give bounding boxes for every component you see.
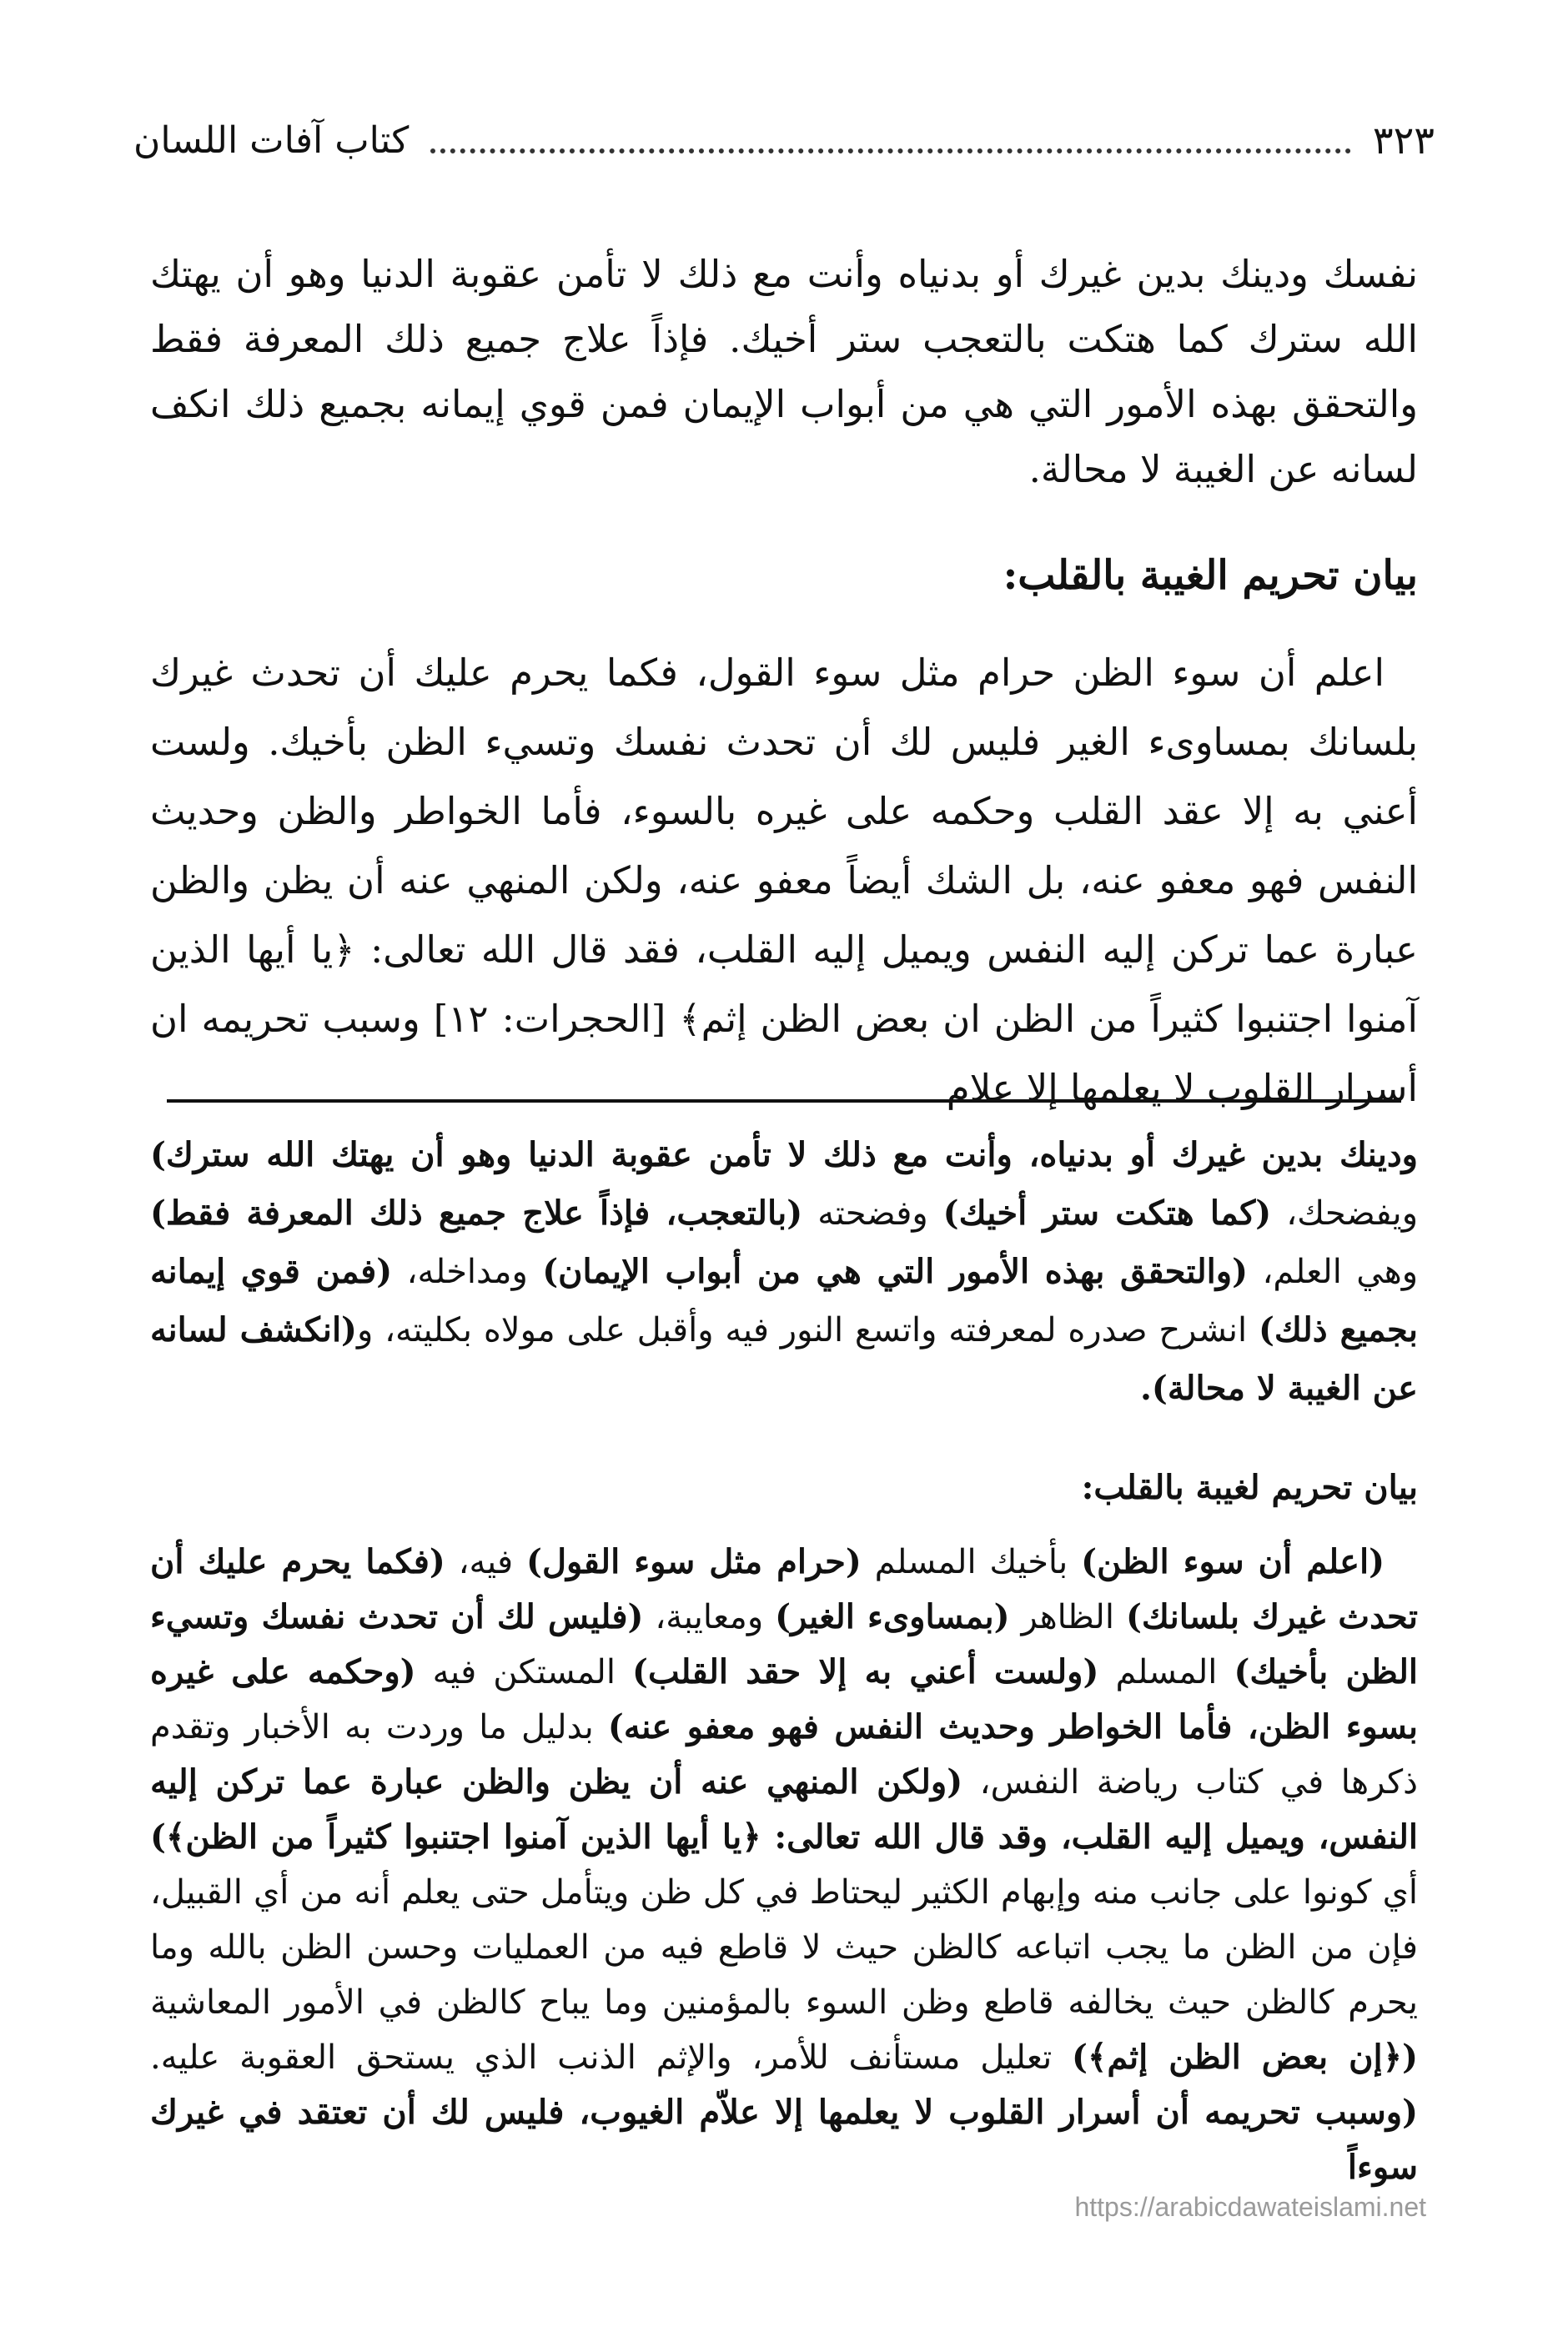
main-text-block-2	[150, 638, 1418, 1123]
source-watermark: https://arabicdawateislami.net	[1074, 2192, 1426, 2222]
gloss-text: أي كونوا على جانب منه وإبهام الكثير ليحتاط في كل ظن ويتأمل حتى يعلم أنه من أي القبيل، فإن من الظن ما يجب اتباعه كالظن حيث لا قاطع فيه من العمليات وحسن الظن بالله وما يحرم كالظن حيث يخالفه قاطع وظن السوء بالمؤمنين وما يباح كالظن في الأمور المعاشية	[150, 1873, 1418, 2022]
gloss-text: المسلم	[1098, 1653, 1234, 1691]
quoted-text: (ولكن المنهي عنه أن يظن والظن عبارة عما تركن إليه النفس، ويميل إليه القلب، وقد قال الله تعالى: ﴿يا أيها الذين آمنوا اجتنبوا كثيراً من الظن﴾)	[150, 1762, 1418, 1857]
commentary-paragraph	[150, 1126, 1418, 1418]
quoted-text: (وحكمه على غيره بسوء الظن، فأما الخواطر وحديث النفس فهو معفو عنه)	[150, 1652, 1418, 1746]
running-title: كتاب آفات اللسان	[133, 118, 410, 162]
gloss-text: المستكن فيه	[415, 1653, 633, 1691]
quoted-text: (اعلم أن سوء الظن)	[1081, 1542, 1385, 1581]
quoted-text: (وسبب تحريمه أن أسرار القلوب لا يعلمها إلا علاّم الغيوب، فليس لك أن تعتقد في غيرك سوءاً	[150, 2093, 1418, 2187]
gloss-text: ويفضحك،	[1271, 1194, 1419, 1233]
leader-dots	[430, 140, 1351, 153]
gloss-text: تعليل مستأنف للأمر، والإثم الذنب الذي يستحق العقوبة عليه.	[150, 2038, 1073, 2077]
gloss-text: الظاهر	[1009, 1598, 1126, 1636]
quoted-text: (حرام مثل سوء القول)	[526, 1542, 862, 1581]
quoted-text: (ولست أعني به إلا حقد القلب)	[632, 1652, 1099, 1691]
quoted-text: (كما هتكت ستر أخيك)	[942, 1194, 1272, 1233]
quoted-text: (والتحقق بهذه الأمور التي هي من أبواب الإيمان)	[542, 1252, 1249, 1291]
gloss-text: وفضحته	[802, 1194, 943, 1233]
text-divider	[167, 1099, 1401, 1103]
quoted-text: (فكما يحرم عليك أن تحدث غيرك بلسانك)	[150, 1542, 1419, 1636]
gloss-text: انشرح صدره لمعرفته واتسع النور فيه وأقبل على مولاه بكليته، و	[356, 1311, 1259, 1349]
quoted-text: (فليس لك أن تحدث نفسك وتسيء الظن بأخيك)	[150, 1597, 1419, 1691]
commentary-paragraph	[150, 1535, 1418, 2195]
main-text-block-1	[150, 242, 1418, 502]
main-paragraph: نفسك ودينك بدين غيرك أو بدنياه وأنت مع ذلك لا تأمن عقوبة الدنيا وهو أن يهتك الله سترك كما هتكت بالتعجب ستر أخيك. فإذاً علاج جميع ذلك المعرفة فقط والتحقق بهذه الأمور التي هي من أبواب الإيمان فمن قوي إيمانه بجميع ذلك انكف لسانه عن الغيبة لا محالة.	[150, 252, 1418, 491]
quoted-text: (بالتعجب، فإذاً علاج جميع ذلك المعرفة فقط)	[150, 1194, 803, 1233]
gloss-text: ومعايبة،	[643, 1598, 776, 1636]
section-heading: بيان تحريم الغيبة بالقلب:	[1003, 552, 1418, 599]
gloss-text: بدليل ما وردت به الأخبار وتقدم ذكرها في كتاب رياضة النفس،	[150, 1708, 1418, 1802]
gloss-text: وهي العلم،	[1248, 1253, 1419, 1291]
main-paragraph: اعلم أن سوء الظن حرام مثل سوء القول، فكما يحرم عليك أن تحدث غيرك بلسانك بمساوىء الغير فليس لك أن تحدث نفسك وتسيء الظن بأخيك. ولست أعني به إلا عقد القلب وحكمه على غيره بالسوء، فأما الخواطر والظن وحديث النفس فهو معفو عنه، بل الشك أيضاً معفو عنه، ولكن المنهي عنه أن يظن والظن عبارة عما تركن إليه النفس ويميل إليه القلب، فقد قال الله تعالى: ﴿يا أيها الذين آمنوا اجتنبوا كثيراً من الظن ان بعض الظن إثم﴾ [الحجرات: ١٢] وسبب تحريمه ان أسرار القلوب لا يعلمها إلا علام	[150, 651, 1418, 1110]
gloss-text: بأخيك المسلم	[861, 1543, 1082, 1581]
quoted-text: (انكشف لسانه عن الغيبة لا محالة).	[150, 1310, 1418, 1408]
quoted-text: ودينك بدين غيرك أو بدنياه، وأنت مع ذلك لا تأمن عقوبة الدنيا وهو أن يهتك الله سترك)	[150, 1135, 1418, 1174]
commentary-heading: بيان تحريم لغيبة بالقلب:	[1081, 1468, 1418, 1507]
gloss-text: ومداخله،	[392, 1253, 543, 1291]
commentary-block-1	[150, 1126, 1418, 1418]
gloss-text: فيه،	[445, 1543, 527, 1581]
quoted-text: (﴿إن بعض الظن إثم﴾)	[1072, 2038, 1418, 2077]
quoted-text: (بمساوىء الغير)	[775, 1597, 1010, 1636]
commentary-block-2	[150, 1535, 1418, 2195]
page-header	[133, 115, 1435, 165]
page-number: ٣٢٣	[1372, 118, 1435, 163]
quoted-text: (فمن قوي إيمانه بجميع ذلك)	[150, 1252, 1418, 1349]
